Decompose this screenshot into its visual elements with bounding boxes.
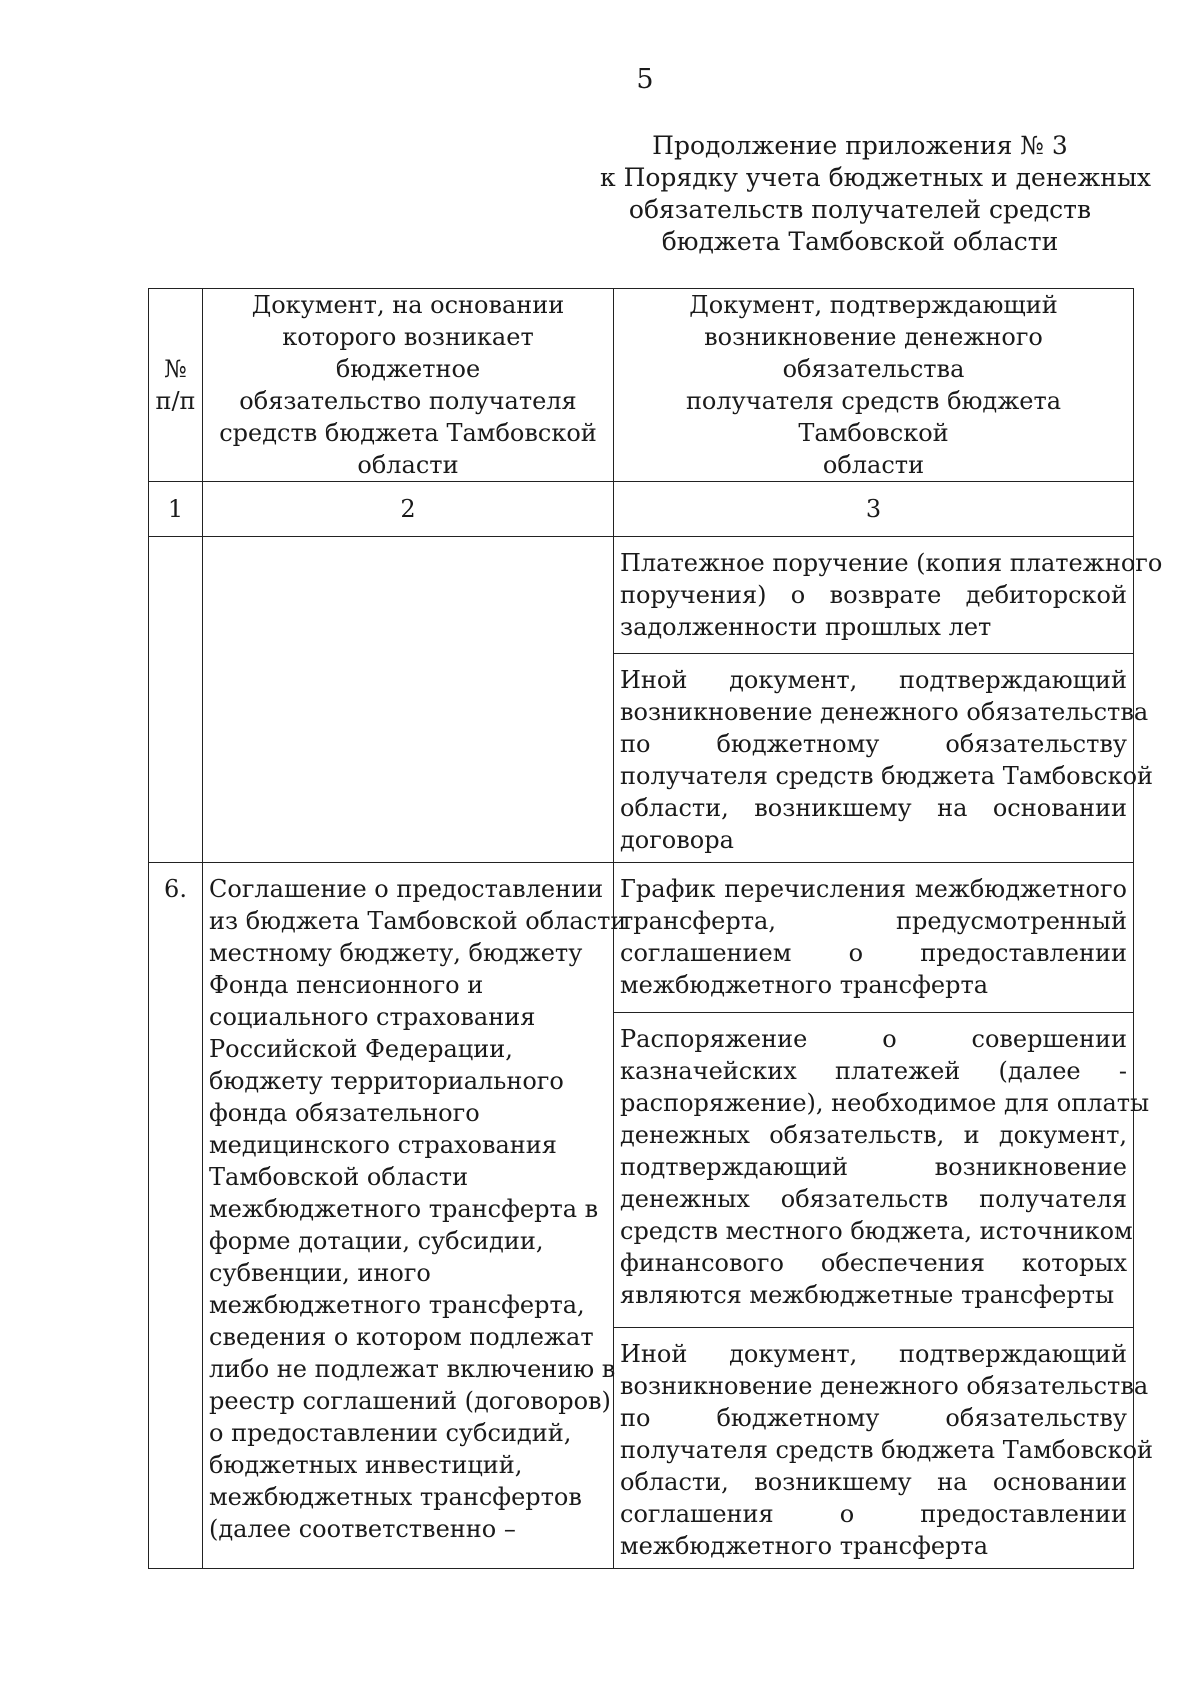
header-line: Документ, подтверждающий [689, 291, 1058, 319]
row-number-cell [149, 863, 203, 1569]
header-basis-document-cell [203, 289, 614, 482]
appendix-header [600, 130, 1151, 258]
text-line: (далее соответственно – [209, 1515, 516, 1543]
text-line: либо не подлежат включению в [209, 1355, 616, 1383]
text-line: социального страхования [209, 1003, 536, 1031]
text-line: бюджетных инвестиций, [209, 1451, 523, 1479]
header-line: средств бюджета Тамбовской [219, 419, 597, 447]
text-line: денежных обязательств получателя [620, 1185, 1127, 1213]
confirming-document-cell [614, 1328, 1154, 1569]
header-line: области [357, 451, 459, 479]
text-line: средств местного бюджета, источником [620, 1217, 1133, 1245]
text-line: возникновение денежного обязательства [620, 1372, 1149, 1400]
header-line: получателя средств бюджета Тамбовской [685, 387, 1062, 447]
header-line: области [822, 451, 925, 479]
header-line: обязательство получателя [239, 387, 577, 415]
confirming-document-cell [614, 863, 1134, 1013]
confirming-document-cell [614, 1013, 1150, 1328]
header-line: Документ, на основании [251, 291, 565, 319]
appendix-header-line: Продолжение приложения № 3 [652, 131, 1068, 160]
text-line: являются межбюджетные трансферты [620, 1281, 1115, 1309]
text-line: межбюджетного трансферта в [209, 1195, 599, 1223]
basis-document-cell [203, 863, 627, 1569]
text-line: межбюджетного трансферта [620, 971, 989, 999]
text-line: получателя средств бюджета Тамбовской [620, 1436, 1154, 1464]
table-row [149, 863, 1134, 1013]
text-line: межбюджетных трансфертов [209, 1483, 582, 1511]
row-number: 6. [164, 875, 187, 903]
text-line: Иной документ, подтверждающий [620, 1340, 1127, 1368]
text-line: договора [620, 826, 734, 854]
text-line: медицинского страхования [209, 1131, 557, 1159]
text-line: Платежное поручение (копия платежного [620, 549, 1163, 577]
text-line: межбюджетного трансферта, [209, 1291, 585, 1319]
confirming-document-cell [614, 654, 1154, 863]
column-numbers-row [149, 482, 1134, 537]
text-line: фонда обязательного [209, 1099, 480, 1127]
text-line: получателя средств бюджета Тамбовской [620, 762, 1154, 790]
text-line: поручения) о возврате дебиторской [620, 581, 1127, 609]
text-line: по бюджетному обязательству [620, 730, 1127, 758]
header-number-line: № [164, 355, 187, 383]
table-header-row [149, 289, 1134, 482]
text-line: межбюджетного трансферта [620, 1532, 989, 1560]
empty-number-cell [149, 537, 203, 863]
table-row [149, 537, 1134, 654]
text-line: Фонда пенсионного и [209, 971, 484, 999]
column-number: 3 [614, 482, 1134, 537]
text-line: задолженности прошлых лет [620, 613, 992, 641]
appendix-header-line: обязательств получателей средств [628, 195, 1092, 224]
text-line: Иной документ, подтверждающий [620, 666, 1127, 694]
page-number: 5 [636, 64, 654, 95]
text-line: финансового обеспечения которых [620, 1249, 1127, 1277]
text-line: сведения о котором подлежат [209, 1323, 594, 1351]
text-line: по бюджетному обязательству [620, 1404, 1127, 1432]
text-line: денежных обязательств, и документ, [620, 1121, 1127, 1149]
text-line: бюджету территориального [209, 1067, 564, 1095]
text-line: распоряжение), необходимое для оплаты [620, 1089, 1150, 1117]
text-line: области, возникшему на основании [620, 794, 1127, 822]
text-line: субвенции, иного [209, 1259, 431, 1287]
header-line: которого возникает бюджетное [282, 323, 534, 383]
text-line: о предоставлении субсидий, [209, 1419, 572, 1447]
appendix-header-line: к Порядку учета бюджетных и денежных [600, 163, 1151, 192]
text-line: области, возникшему на основании [620, 1468, 1127, 1496]
text-line: Тамбовской области [209, 1163, 469, 1191]
text-line: казначейских платежей (далее - [620, 1057, 1127, 1085]
text-line: реестр соглашений (договоров) [209, 1387, 611, 1415]
text-line: Соглашение о предоставлении [209, 875, 604, 903]
header-line: возникновение денежного обязательства [704, 323, 1043, 383]
text-line: из бюджета Тамбовской области [209, 907, 627, 935]
text-line: Российской Федерации, [209, 1035, 513, 1063]
obligations-table [148, 288, 1163, 1569]
column-number: 1 [149, 482, 203, 537]
text-line: местному бюджету, бюджету [209, 939, 583, 967]
header-number-line: п/п [155, 387, 196, 415]
text-line: подтверждающий возникновение [620, 1153, 1127, 1181]
text-line: соглашением о предоставлении [620, 939, 1127, 967]
text-line: График перечисления межбюджетного [620, 875, 1127, 903]
text-line: соглашения о предоставлении [620, 1500, 1127, 1528]
appendix-header-line: бюджета Тамбовской области [661, 227, 1059, 256]
text-line: форме дотации, субсидии, [209, 1227, 544, 1255]
confirming-document-cell [614, 537, 1163, 654]
header-confirming-document-cell [614, 289, 1134, 482]
empty-basis-cell [203, 537, 614, 863]
header-number-cell [149, 289, 203, 482]
column-number: 2 [203, 482, 614, 537]
text-line: трансферта, предусмотренный [620, 907, 1127, 935]
text-line: Распоряжение о совершении [620, 1025, 1127, 1053]
text-line: возникновение денежного обязательства [620, 698, 1149, 726]
